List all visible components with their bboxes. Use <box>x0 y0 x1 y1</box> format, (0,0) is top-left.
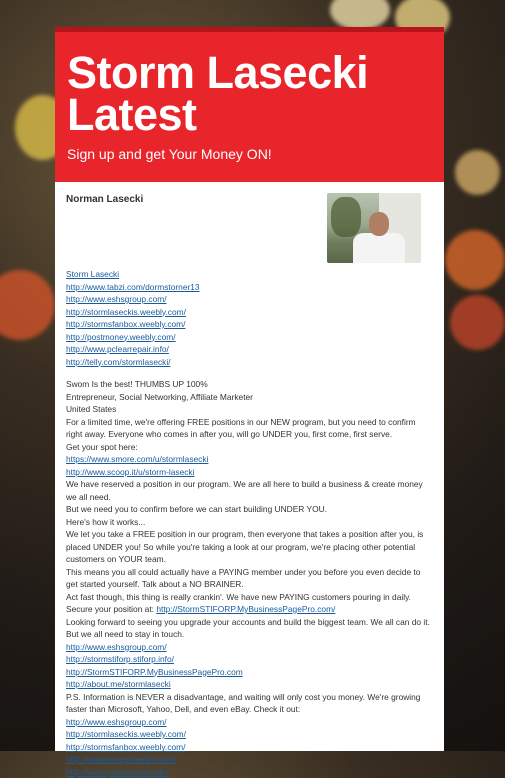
link-pclearrepair[interactable]: http://www.pclearrepair.info/ <box>66 343 433 356</box>
bokeh-light <box>330 0 390 30</box>
header-banner <box>55 32 444 182</box>
body-text: We have reserved a position in our program. We are all here to build a business & create money we all need. <box>66 478 433 503</box>
link-eshsgroup[interactable]: http://www.eshsgroup.com/ <box>66 641 433 654</box>
link-smore[interactable]: https://www.smore.com/u/stormlasecki <box>66 453 433 466</box>
link-aboutme[interactable]: http://about.me/stormlasecki <box>66 678 433 691</box>
body-text: Secure your position at: <box>66 604 156 614</box>
link-businesspage[interactable]: http://StormSTIFORP.MyBusinessPagePro.com <box>66 666 433 679</box>
author-row <box>66 192 433 262</box>
link-stormlaseckis[interactable]: http://stormlaseckis.weebly.com/ <box>66 306 433 319</box>
link-pclearrepair[interactable]: http://www.pclearrepair.info/ <box>66 766 433 778</box>
link-eshsgroup[interactable]: http://www.eshsgroup.com/ <box>66 716 433 729</box>
bokeh-light <box>445 230 505 290</box>
link-stormsfanbox[interactable]: http://stormsfanbox.weebly.com/ <box>66 318 433 331</box>
author-name: Norman Lasecki <box>66 194 143 207</box>
link-stiforp[interactable]: http://stormstiforp.stiforp.info/ <box>66 653 433 666</box>
bokeh-light <box>455 150 500 195</box>
link-stormlaseckis[interactable]: http://stormlaseckis.weebly.com/ <box>66 728 433 741</box>
body-text: Entrepreneur, Social Networking, Affiliate Marketer <box>66 391 433 404</box>
body-text: Here's how it works... <box>66 516 433 529</box>
bokeh-light <box>450 295 505 350</box>
body-text: Looking forward to seeing you upgrade your accounts and build the biggest team. We all can do it. But we all need to stay in touch. <box>66 616 433 641</box>
page-title: Storm Lasecki Latest <box>67 52 437 136</box>
body-text: United States <box>66 403 433 416</box>
body-text: Swom Is the best! THUMBS UP 100% <box>66 378 433 391</box>
link-postmoney[interactable]: http://postmoney.weebly.com/ <box>66 331 433 344</box>
body-text: Get your spot here: <box>66 441 433 454</box>
bokeh-light <box>0 270 55 340</box>
body-text: Act fast though, this thing is really crankin'. We have new PAYING customers pouring in daily. <box>66 591 433 604</box>
link-tabzi[interactable]: http://www.tabzi.com/dormstorner13 <box>66 281 433 294</box>
link-stormsfanbox[interactable]: http://stormsfanbox.weebly.com/ <box>66 741 433 754</box>
body-text: P.S. Information is NEVER a disadvantage, and waiting will only cost you money. We're growing faster than Microsoft, Yahoo, Dell, and even eBay. Check it out: <box>66 691 433 716</box>
link-businesspage[interactable]: http://StormSTIFORP.MyBusinessPagePro.com/ <box>156 604 335 614</box>
link-postmoney[interactable]: http://postmoney.weebly.com/ <box>66 753 433 766</box>
link-telly[interactable]: http://telly.com/stormlasecki/ <box>66 356 433 369</box>
secure-position-line <box>66 603 433 616</box>
link-list-top <box>66 268 433 368</box>
newsletter-card <box>55 27 444 751</box>
body-text: For a limited time, we're offering FREE positions in our NEW program, but you need to confirm right away. Everyone who comes in after you, will go UNDER you, first come, first serve. <box>66 416 433 441</box>
link-eshsgroup[interactable]: http://www.eshsgroup.com/ <box>66 293 433 306</box>
author-photo[interactable] <box>327 193 421 263</box>
content-area <box>55 182 444 778</box>
body-text: This means you all could actually have a PAYING member under you before you even decide to get started yourself. Talk about a NO BRAINER. <box>66 566 433 591</box>
body-text: But we need you to confirm before we can start building UNDER YOU. <box>66 503 433 516</box>
page-subtitle: Sign up and get Your Money ON! <box>67 146 272 162</box>
body-text: We let you take a FREE position in our program, then everyone that takes a position after you, is placed UNDER you! So while you're taking a look at our program, we're placing other potential customers on YOUR team. <box>66 528 433 566</box>
link-scoopit[interactable]: http://www.scoop.it/u/storm-lasecki <box>66 466 433 479</box>
link-storm-lasecki[interactable]: Storm Lasecki <box>66 268 433 281</box>
